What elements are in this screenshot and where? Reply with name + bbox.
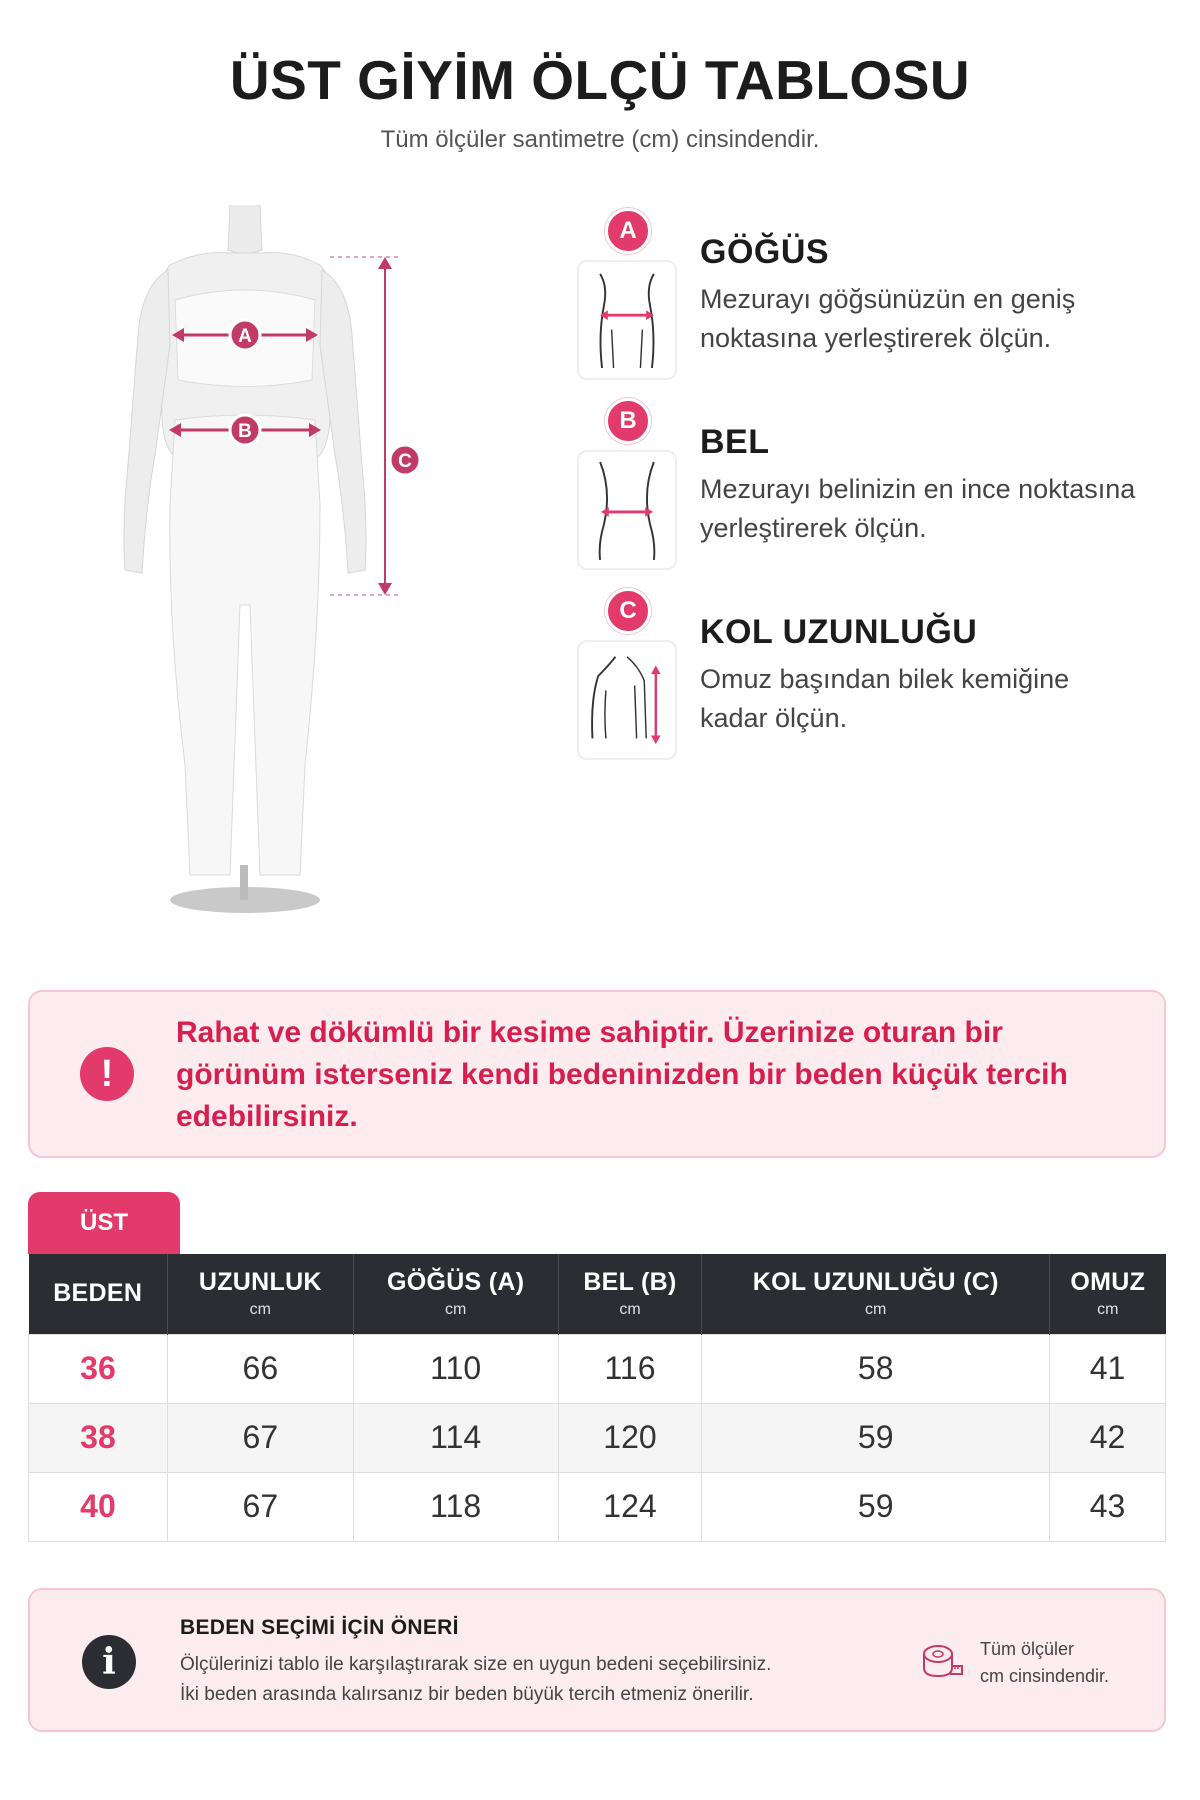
col-header-uzunluk <box>167 1254 353 1334</box>
badge-c: C <box>605 588 651 634</box>
table-cell: 67 <box>167 1403 353 1472</box>
col-header-omuz <box>1050 1254 1166 1334</box>
measure-item-chest <box>575 205 1175 395</box>
measure-desc-line: Omuz başından bilek kemiğine <box>700 664 1070 694</box>
info-icon: i <box>82 1635 136 1689</box>
notice-line: Rahat ve dökümlü bir kesime sahiptir. Üzerinize oturan bir <box>176 1016 1003 1049</box>
table-header-row <box>29 1254 1166 1334</box>
table-cell: 58 <box>702 1334 1050 1403</box>
table-cell: 59 <box>702 1472 1050 1541</box>
col-header-label: OMUZ <box>1070 1268 1146 1297</box>
table-cell: 59 <box>702 1403 1050 1472</box>
measure-desc-waist <box>700 470 1170 548</box>
col-header-unit: cm <box>249 1301 271 1319</box>
table-row <box>29 1334 1166 1403</box>
measure-title-sleeve: KOL UZUNLUĞU <box>700 613 978 651</box>
table-cell: 110 <box>353 1334 558 1403</box>
col-header-label: BEL (B) <box>583 1268 677 1297</box>
table-cell: 116 <box>558 1334 702 1403</box>
table-cell: 120 <box>558 1403 702 1472</box>
table-cell: 41 <box>1050 1334 1166 1403</box>
size-cell: 40 <box>29 1472 168 1541</box>
tape-note-line: cm cinsindendir. <box>980 1666 1110 1686</box>
measure-title-chest: GÖĞÜS <box>700 233 830 271</box>
col-header-label: KOL UZUNLUĞU (C) <box>752 1268 999 1297</box>
page-subtitle: Tüm ölçüler santimetre (cm) cinsindendir. <box>380 126 820 153</box>
badge-a: A <box>605 208 651 254</box>
figure-label-c: C <box>398 451 412 472</box>
measuring-tape-icon <box>920 1640 964 1684</box>
measure-desc-line: kadar ölçün. <box>700 703 848 733</box>
tip-title: BEDEN SEÇİMİ İÇİN ÖNERİ <box>180 1616 459 1639</box>
col-header-label: UZUNLUK <box>198 1268 322 1297</box>
table-cell: 42 <box>1050 1403 1166 1472</box>
col-header-bel <box>558 1254 702 1334</box>
table-cell: 43 <box>1050 1472 1166 1541</box>
figure-label-a: A <box>238 326 252 347</box>
table-cell: 118 <box>353 1472 558 1541</box>
fit-notice-text <box>176 1012 1136 1138</box>
size-cell: 38 <box>29 1403 168 1472</box>
notice-line: görünüm isterseniz kendi bedeninizden bir beden küçük tercih <box>176 1058 1068 1091</box>
table-row <box>29 1472 1166 1541</box>
table-cell: 67 <box>167 1472 353 1541</box>
measure-desc-line: yerleştirerek ölçün. <box>700 513 927 543</box>
table-cell: 114 <box>353 1403 558 1472</box>
tape-note <box>980 1636 1109 1690</box>
measure-guide-list <box>575 205 1175 775</box>
col-header-unit: cm <box>865 1301 887 1319</box>
measure-title-waist: BEL <box>700 423 770 461</box>
measure-item-sleeve <box>575 585 1175 775</box>
sleeve-measure-icon <box>577 640 677 760</box>
mannequin-illustration <box>80 205 500 945</box>
col-header-gogus <box>353 1254 558 1334</box>
measure-desc-line: noktasına yerleştirerek ölçün. <box>700 323 1052 353</box>
tip-line: İki beden arasında kalırsanız bir beden büyük tercih etmeniz önerilir. <box>180 1684 754 1705</box>
measure-desc-line: Mezurayı belinizin en ince noktasına <box>700 474 1136 504</box>
figure-label-b: B <box>238 421 252 442</box>
tip-line: Ölçülerinizi tablo ile karşılaştırarak size en uygun bedeni seçebilirsiniz. <box>180 1654 772 1675</box>
table-cell: 124 <box>558 1472 702 1541</box>
col-header-unit: cm <box>445 1301 467 1319</box>
col-header-kol <box>702 1254 1050 1334</box>
col-header-label: BEDEN <box>53 1279 143 1308</box>
col-header-unit: cm <box>1097 1301 1119 1319</box>
badge-b: B <box>605 398 651 444</box>
notice-line: edebilirsiniz. <box>176 1100 358 1133</box>
page-header <box>0 48 1200 154</box>
tab-ust[interactable]: ÜST <box>28 1192 180 1254</box>
size-table <box>28 1254 1166 1542</box>
chest-measure-icon <box>577 260 677 380</box>
measure-desc-line: Mezurayı göğsünüzün en geniş <box>700 284 1076 314</box>
measure-desc-sleeve <box>700 660 1170 738</box>
fit-notice-box <box>28 990 1166 1158</box>
tape-note-line: Tüm ölçüler <box>980 1639 1075 1659</box>
waist-measure-icon <box>577 450 677 570</box>
table-cell: 66 <box>167 1334 353 1403</box>
page-title: ÜST GİYİM ÖLÇÜ TABLOSU <box>229 49 971 111</box>
size-tip-box <box>28 1588 1166 1732</box>
col-header-beden <box>29 1254 168 1334</box>
measure-item-waist <box>575 395 1175 585</box>
measure-desc-chest <box>700 280 1170 358</box>
col-header-label: GÖĞÜS (A) <box>386 1268 525 1297</box>
size-cell: 36 <box>29 1334 168 1403</box>
exclamation-icon: ! <box>80 1047 134 1101</box>
col-header-unit: cm <box>619 1301 641 1319</box>
table-row <box>29 1403 1166 1472</box>
